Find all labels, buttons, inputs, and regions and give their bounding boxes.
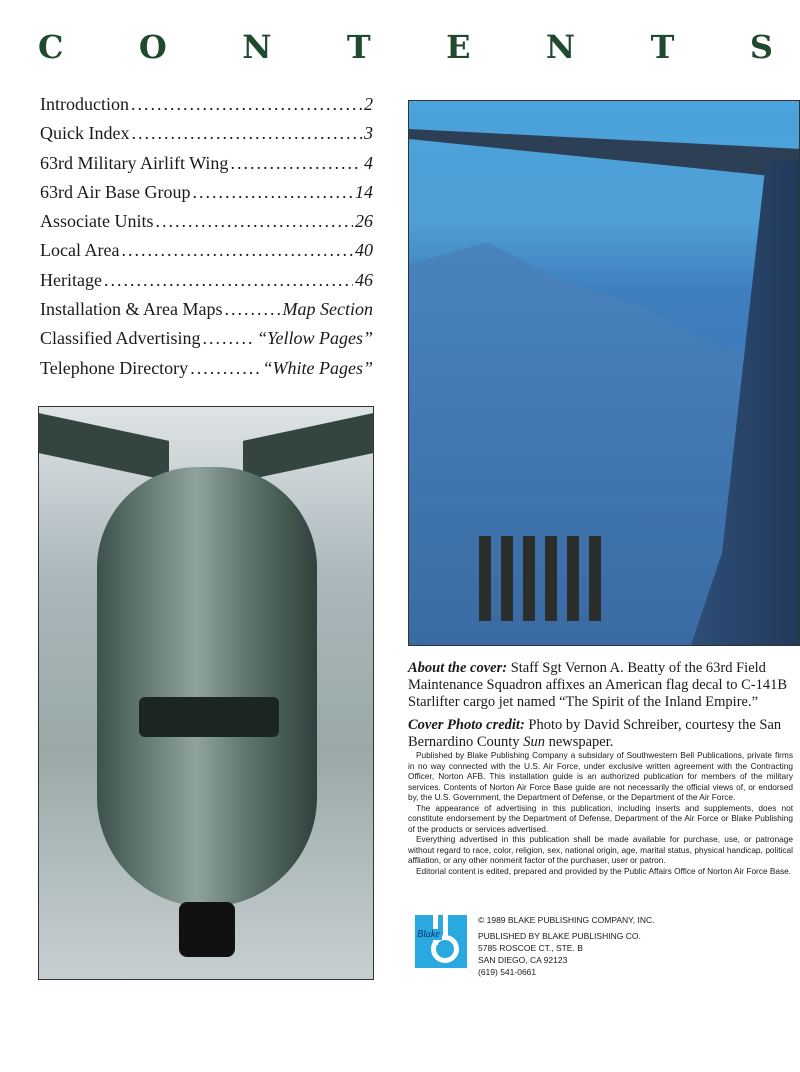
toc-label: Installation & Area Maps — [40, 299, 223, 320]
toc-entry[interactable] — [40, 240, 373, 269]
toc-label: 63rd Air Base Group — [40, 181, 191, 202]
cockpit-windows — [139, 697, 279, 737]
title-letter: E — [446, 28, 471, 66]
leader-dots — [230, 153, 362, 174]
publisher-line: SAN DIEGO, CA 92123 — [478, 955, 568, 965]
title-letter: C — [38, 28, 64, 66]
table-of-contents — [40, 94, 373, 387]
leader-dots — [192, 182, 353, 203]
toc-label: Local Area — [40, 240, 120, 261]
cover-photo-tail — [408, 100, 800, 646]
publisher-line: PUBLISHED BY BLAKE PUBLISHING CO. — [478, 931, 641, 941]
credit-newspaper: Sun — [523, 734, 545, 750]
toc-label: Classified Advertising — [40, 328, 201, 349]
publisher-line: 5785 ROSCOE CT., STE. B — [478, 943, 583, 953]
toc-page: 40 — [355, 240, 373, 261]
toc-label: Associate Units — [40, 211, 154, 232]
credit-text-end: newspaper. — [544, 734, 614, 750]
landing-gear — [179, 902, 235, 957]
crew-figures — [479, 536, 609, 621]
page-title — [38, 28, 773, 66]
toc-entry[interactable] — [40, 182, 373, 211]
aircraft-front-photo — [38, 406, 374, 980]
credit-label: Cover Photo credit: — [408, 717, 525, 733]
toc-page: “Yellow Pages” — [257, 328, 373, 349]
toc-page: 2 — [364, 94, 373, 114]
toc-page: 3 — [364, 123, 373, 144]
leader-dots — [121, 240, 353, 261]
publisher-line: (619) 541-0661 — [478, 967, 537, 977]
title-letter: O — [138, 28, 167, 66]
toc-entry[interactable] — [40, 211, 373, 240]
leader-dots — [224, 299, 280, 320]
publisher-disclaimer — [408, 750, 793, 876]
toc-entry[interactable] — [40, 123, 373, 152]
toc-label: Heritage — [40, 269, 102, 290]
leader-dots — [155, 211, 353, 232]
leader-dots — [104, 270, 353, 291]
fuselage — [97, 467, 317, 907]
title-letter: S — [749, 28, 773, 66]
toc-entry[interactable] — [40, 299, 373, 328]
aircraft-wing — [409, 129, 800, 179]
toc-page: 46 — [355, 269, 373, 290]
about-text: Staff Sgt Vernon A. Beatty of the 63rd Field Maintenance Squadron affixes an American flag decal to C-141B Starlifter cargo jet named “The Spirit of the Inland Empire.” — [408, 660, 788, 710]
wing-right — [243, 413, 373, 481]
disclaimer-paragraph: Published by Blake Publishing Company a subsidary of Southwestern Bell Publications, private firms in no way connected with the U.S. Air Force, under exclusive written agreement with the Contracting Officer, Norton AFB. This installation guide is an authorized publication for members of the military services. Contents of Norton Air Force Base guide are not necessarily the official views of, or endorsed by, the U.S. Government, the Department of Defense, or the Department of the Air Force. — [408, 750, 793, 802]
leader-dots — [203, 328, 256, 349]
toc-page: 26 — [355, 211, 373, 232]
toc-page: Map Section — [282, 299, 373, 320]
toc-page: 14 — [355, 181, 373, 202]
toc-entry[interactable] — [40, 153, 373, 182]
toc-label: Quick Index — [40, 123, 130, 144]
leader-dots — [131, 123, 362, 144]
disclaimer-paragraph: Everything advertised in this publication shall be made available for purchase, use, or patronage without regard to race, color, religion, sex, national origin, age, marital status, physical handicap, political affliation, or any other nonmerit factor of the purchaser, user or patron. — [408, 834, 793, 865]
publisher-info — [478, 914, 654, 978]
title-letter: T — [346, 28, 371, 66]
toc-page: 4 — [364, 152, 373, 173]
title-letter: N — [242, 28, 272, 66]
leader-dots — [190, 358, 260, 379]
title-letter: N — [545, 28, 576, 66]
toc-label: Introduction — [40, 94, 129, 114]
leader-dots — [131, 94, 362, 115]
logo-bar — [443, 915, 448, 937]
toc-label: 63rd Military Airlift Wing — [40, 152, 229, 173]
toc-entry[interactable] — [40, 358, 373, 387]
toc-entry[interactable] — [40, 270, 373, 299]
toc-entry[interactable] — [40, 94, 373, 123]
wing-left — [39, 413, 169, 481]
logo-script: Blake — [417, 929, 440, 940]
credit-text: Photo by David Schreiber, courtesy the San Bernardino County — [408, 717, 782, 750]
toc-page: “White Pages” — [262, 357, 373, 378]
title-letter: T — [650, 28, 675, 66]
toc-entry[interactable] — [40, 328, 373, 357]
about-label: About the cover: — [408, 660, 508, 676]
disclaimer-paragraph: The appearance of advertising in this publication, including inserts and supplements, does not constitute endorsement by the Department of Defense, Department of the Air Force or Blake Publishing of the products or services advertised. — [408, 802, 793, 834]
cover-caption — [408, 660, 793, 757]
disclaimer-paragraph: Editorial content is edited, prepared and provided by the Public Affairs Office of Norton Air Force Base. — [416, 865, 792, 876]
toc-label: Telephone Directory — [40, 357, 189, 378]
copyright: © 1989 BLAKE PUBLISHING COMPANY, INC. — [478, 915, 655, 925]
blake-logo — [415, 915, 467, 968]
